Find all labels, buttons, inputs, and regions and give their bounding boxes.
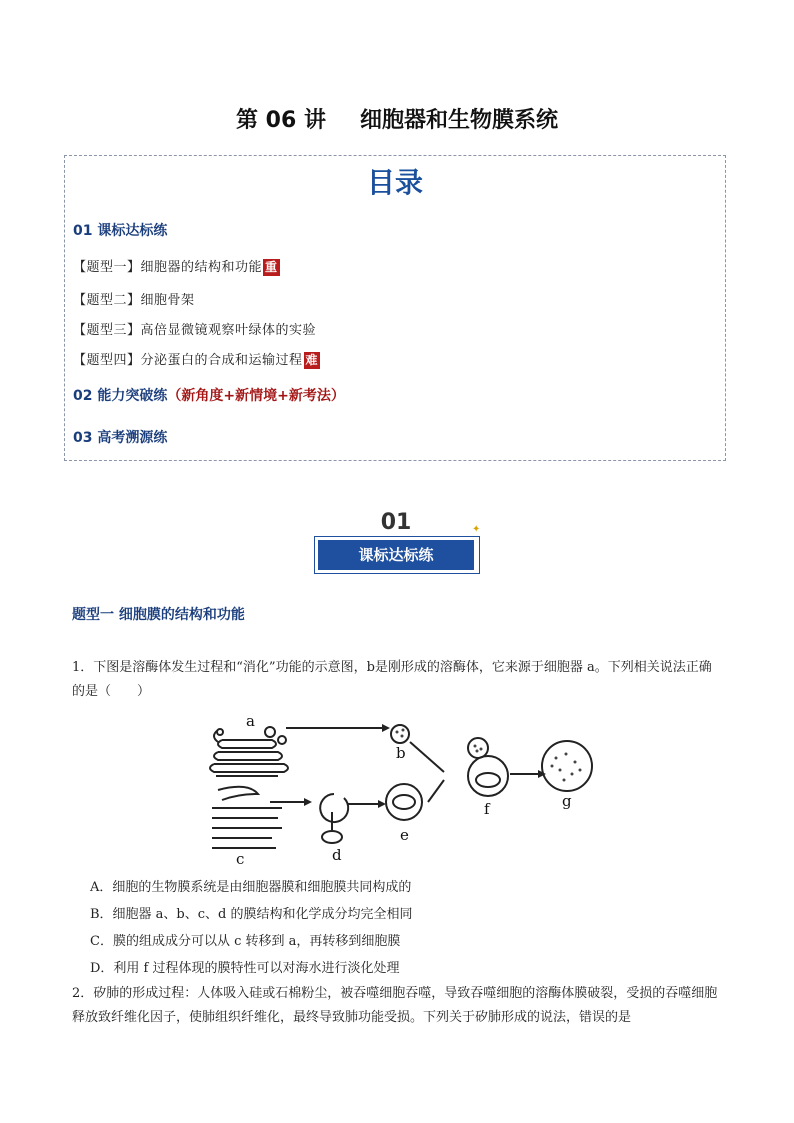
toc-item-type-1[interactable] — [73, 256, 280, 276]
toc-item-type-3[interactable] — [73, 319, 316, 338]
option-c[interactable]: C．膜的组成成分可以从 c 转移到 a，再转移到细胞膜 — [90, 934, 401, 949]
toc-section-extra: （新角度+新情境+新考法） — [167, 388, 345, 404]
toc-item-label: 【题型三】高倍显微镜观察叶绿体的实验 — [73, 323, 317, 338]
toc-item-type-4[interactable] — [73, 349, 320, 369]
option-a[interactable]: A．细胞的生物膜系统是由细胞器膜和细胞膜共同构成的 — [90, 880, 412, 895]
toc-section-2[interactable] — [73, 385, 345, 405]
golgi-apparatus — [210, 727, 288, 776]
section-banner — [316, 510, 482, 576]
lecture-topic: 细胞器和生物膜系统 — [359, 108, 558, 133]
label-g: g — [562, 792, 572, 810]
option-b[interactable]: B．细胞器 a、b、c、d 的膜结构和化学成分均完全相同 — [90, 907, 413, 922]
toc-item-type-2[interactable] — [73, 289, 195, 308]
toc-section-1[interactable] — [73, 220, 167, 240]
lecture-number: 第 06 讲 — [236, 108, 326, 133]
toc-item-label: 【题型二】细胞骨架 — [73, 293, 195, 308]
page-title — [0, 103, 794, 134]
label-e: e — [400, 826, 409, 844]
lysosome-diagram — [200, 712, 610, 870]
table-of-contents — [64, 155, 726, 461]
section-number: 01 — [380, 510, 412, 535]
toc-section-label: 03 高考溯源练 — [73, 430, 168, 446]
question-2-stem: 2．矽肺的形成过程：人体吸入硅或石棉粉尘，被吞噬细胞吞噬，导致吞噬细胞的溶酶体膜破裂，受损的吞噬细胞释放致纤维化因子，使肺组织纤维化，最终导致肺功能受损。下列关于矽肺形成的说法，错误的是 — [72, 986, 718, 1025]
toc-item-label: 【题型四】分泌蛋白的合成和运输过程 — [73, 353, 303, 368]
label-c: c — [236, 850, 245, 868]
sparkle-icon: ✦ — [472, 524, 481, 535]
toc-section-3[interactable] — [73, 427, 167, 447]
label-b: b — [396, 744, 406, 762]
toc-heading: 目录 — [366, 166, 423, 199]
difficulty-badge: 难 — [305, 353, 319, 367]
section-label: 课标达标练 — [318, 540, 474, 570]
rough-er — [212, 787, 282, 848]
toc-section-label: 02 能力突破练 — [73, 388, 168, 404]
question-type-heading: 题型一 细胞膜的结构和功能 — [72, 607, 245, 623]
label-f: f — [484, 800, 490, 818]
option-d[interactable]: D．利用 f 过程体现的膜特性可以对海水进行淡化处理 — [90, 961, 400, 976]
label-a: a — [246, 712, 255, 730]
toc-section-label: 01 课标达标练 — [73, 223, 168, 239]
question-1-stem: 1．下图是溶酶体发生过程和“消化”功能的示意图，b是刚形成的溶酶体，它来源于细胞器 a。下列相关说法正确的是（ ） — [72, 660, 712, 699]
toc-item-label: 【题型一】细胞器的结构和功能 — [73, 260, 263, 275]
key-point-badge: 重 — [265, 260, 278, 274]
label-d: d — [332, 846, 342, 864]
